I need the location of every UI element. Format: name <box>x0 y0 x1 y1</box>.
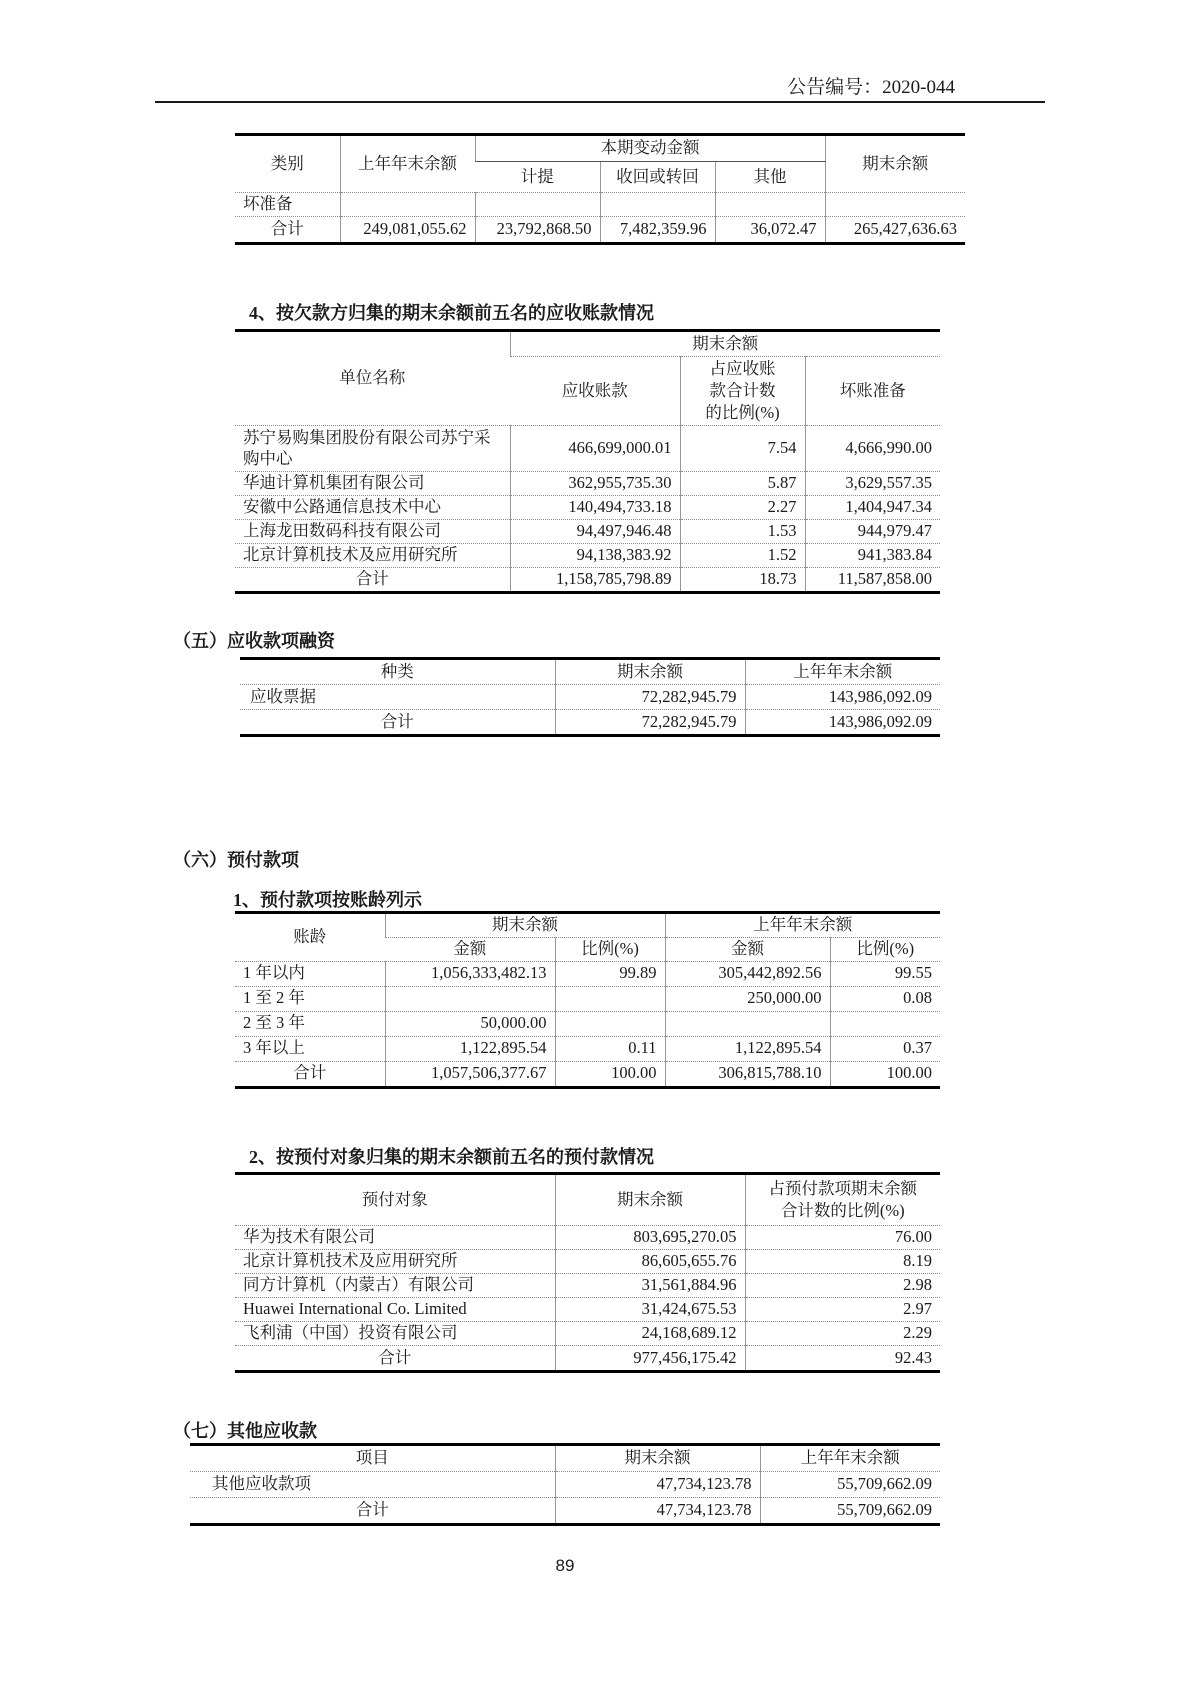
unit-name-cell: 安徽中公路通信息技术中心 <box>235 496 510 520</box>
table-row <box>235 1011 940 1036</box>
provision-cell: 1,404,947.34 <box>805 496 940 520</box>
prepayments-aging-table <box>235 911 940 1089</box>
amount-cell: 50,000.00 <box>385 1011 555 1036</box>
accrual-header-cell: 计提 <box>475 162 600 193</box>
ratio-cell: 1.53 <box>680 520 805 544</box>
table-row <box>235 472 940 496</box>
other-receivables-table <box>190 1443 940 1526</box>
aging-cell: 2 至 3 年 <box>235 1011 385 1036</box>
amount-header-cell: 金额 <box>665 937 830 961</box>
amount-cell: 265,427,636.63 <box>825 216 965 243</box>
table-total-row <box>235 568 940 593</box>
ratio-cell: 100.00 <box>830 1061 940 1087</box>
table-row <box>235 1298 940 1322</box>
amount-cell: 1,057,506,377.67 <box>385 1061 555 1087</box>
table-row <box>235 961 940 986</box>
category-cell: 坏准备 <box>235 193 340 217</box>
unit-name-cell: 北京计算机技术及应用研究所 <box>235 1250 555 1274</box>
ending-balance-header-cell: 期末余额 <box>555 1445 760 1472</box>
amount-cell: 55,709,662.09 <box>760 1498 940 1525</box>
recover-header-cell: 收回或转回 <box>600 162 715 193</box>
ratio-cell: 7.54 <box>680 426 805 472</box>
table-total-row <box>240 710 940 736</box>
item-cell: 其他应收款项 <box>190 1472 555 1498</box>
amount-cell: 72,282,945.79 <box>555 685 745 710</box>
table-header-row <box>240 659 940 685</box>
receivables-financing-table <box>240 657 940 737</box>
amount-cell: 94,497,946.48 <box>510 520 680 544</box>
announcement-number: 公告编号：2020-044 <box>787 77 955 98</box>
provision-cell: 11,587,858.00 <box>805 568 940 593</box>
table-total-row <box>235 216 965 243</box>
amount-cell: 23,792,868.50 <box>475 216 600 243</box>
ratio-header-cell: 占预付款项期末余额 合计数的比例(%) <box>745 1174 940 1226</box>
unit-name-cell: 飞利浦（中国）投资有限公司 <box>235 1322 555 1346</box>
unit-name-cell: 华迪计算机集团有限公司 <box>235 472 510 496</box>
amount-cell: 249,081,055.62 <box>340 216 475 243</box>
category-header-cell: 类别 <box>235 135 340 193</box>
amount-cell <box>600 193 715 217</box>
amount-cell: 86,605,655.76 <box>555 1250 745 1274</box>
prev-year-balance-header-cell: 上年年末余额 <box>340 135 475 193</box>
amount-cell: 36,072.47 <box>715 216 825 243</box>
amount-cell: 24,168,689.12 <box>555 1322 745 1346</box>
aging-cell: 1 年以内 <box>235 961 385 986</box>
amount-cell: 47,734,123.78 <box>555 1498 760 1525</box>
amount-cell: 362,955,735.30 <box>510 472 680 496</box>
amount-cell: 803,695,270.05 <box>555 1226 745 1250</box>
bad-debt-provision-table <box>235 133 965 245</box>
ending-balance-header-cell: 期末余额 <box>510 331 940 357</box>
table-row <box>235 426 940 472</box>
unit-name-cell: 苏宁易购集团股份有限公司苏宁采购中心 <box>235 426 510 472</box>
unit-name-cell: 同方计算机（内蒙古）有限公司 <box>235 1274 555 1298</box>
total-label-cell: 合计 <box>355 569 389 589</box>
unit-name-cell: 华为技术有限公司 <box>235 1226 555 1250</box>
table-row <box>235 193 965 217</box>
table-header-row <box>235 331 940 357</box>
amount-cell: 1,056,333,482.13 <box>385 961 555 986</box>
header-divider <box>155 101 1045 103</box>
ratio-cell: 0.11 <box>555 1036 665 1061</box>
section5-title: （五）应收款项融资 <box>173 631 335 651</box>
prepay-target-header-cell: 预付对象 <box>235 1174 555 1226</box>
amount-cell: 140,494,733.18 <box>510 496 680 520</box>
table-row <box>235 544 940 568</box>
kind-cell: 应收票据 <box>240 685 555 710</box>
unit-name-cell: Huawei International Co. Limited <box>235 1298 555 1322</box>
amount-cell: 466,699,000.01 <box>510 426 680 472</box>
total-label-cell: 合计 <box>355 1500 389 1520</box>
total-label-cell: 合计 <box>378 1347 412 1367</box>
ending-balance-header-cell: 期末余额 <box>555 659 745 685</box>
provision-cell: 944,979.47 <box>805 520 940 544</box>
kind-header-cell: 种类 <box>240 659 555 685</box>
amount-cell: 305,442,892.56 <box>665 961 830 986</box>
amount-cell: 31,561,884.96 <box>555 1274 745 1298</box>
unit-name-cell: 北京计算机技术及应用研究所 <box>235 544 510 568</box>
amount-cell <box>340 193 475 217</box>
table-row <box>235 1226 940 1250</box>
current-change-header-cell: 本期变动金额 <box>475 135 825 162</box>
table-row <box>235 1322 940 1346</box>
amount-cell: 55,709,662.09 <box>760 1472 940 1498</box>
ending-balance-header-cell: 期末余额 <box>825 135 965 193</box>
ratio-cell: 5.87 <box>680 472 805 496</box>
ratio-cell <box>555 986 665 1011</box>
ending-balance-header-cell: 期末余额 <box>385 913 665 938</box>
table-total-row <box>235 1346 940 1372</box>
table-row <box>235 986 940 1011</box>
ratio-header-cell: 比例(%) <box>555 937 665 961</box>
ratio-cell: 99.55 <box>830 961 940 986</box>
total-label-cell: 合计 <box>380 711 414 731</box>
prev-year-balance-header-cell: 上年年末余额 <box>665 913 940 938</box>
table-row <box>235 1274 940 1298</box>
ratio-cell: 0.08 <box>830 986 940 1011</box>
ratio-cell: 18.73 <box>680 568 805 593</box>
ratio-cell: 2.29 <box>745 1322 940 1346</box>
page-number: 89 <box>555 1556 575 1575</box>
aging-cell: 3 年以上 <box>235 1036 385 1061</box>
unit-name-header-cell: 单位名称 <box>235 331 510 426</box>
table-row <box>235 1036 940 1061</box>
table-row <box>235 1250 940 1274</box>
section6-title: （六）预付款项 <box>173 850 299 870</box>
amount-cell: 31,424,675.53 <box>555 1298 745 1322</box>
amount-cell <box>665 1011 830 1036</box>
table-row <box>235 520 940 544</box>
ratio-header-cell: 比例(%) <box>830 937 940 961</box>
table-header-row <box>235 913 940 938</box>
section6-sub2-title: 2、按预付对象归集的期末余额前五名的预付款情况 <box>249 1147 654 1167</box>
total-label-cell: 合计 <box>293 1063 327 1083</box>
section4-title: 4、按欠款方归集的期末余额前五名的应收账款情况 <box>249 303 654 323</box>
table-row <box>235 496 940 520</box>
table-header-row <box>190 1445 940 1472</box>
ratio-cell: 0.37 <box>830 1036 940 1061</box>
section7-title: （七）其他应收款 <box>173 1421 317 1441</box>
provision-cell: 941,383.84 <box>805 544 940 568</box>
ratio-cell: 2.97 <box>745 1298 940 1322</box>
provision-cell: 3,629,557.35 <box>805 472 940 496</box>
accounts-receivable-header-cell: 应收账款 <box>510 357 680 426</box>
ending-balance-header-cell: 期末余额 <box>555 1174 745 1226</box>
amount-cell: 250,000.00 <box>665 986 830 1011</box>
ratio-cell: 76.00 <box>745 1226 940 1250</box>
amount-cell: 306,815,788.10 <box>665 1061 830 1087</box>
aging-header-cell: 账龄 <box>235 913 385 962</box>
amount-header-cell: 金额 <box>385 937 555 961</box>
amount-cell: 1,122,895.54 <box>665 1036 830 1061</box>
top5-receivables-table <box>235 329 940 594</box>
prev-year-balance-header-cell: 上年年末余额 <box>760 1445 940 1472</box>
ratio-cell: 2.27 <box>680 496 805 520</box>
ratio-cell <box>830 1011 940 1036</box>
amount-cell: 94,138,383.92 <box>510 544 680 568</box>
table-header-row <box>235 1174 940 1226</box>
prev-year-balance-header-cell: 上年年末余额 <box>745 659 940 685</box>
table-row <box>240 685 940 710</box>
bad-debt-provision-header-cell: 坏账准备 <box>805 357 940 426</box>
table-total-row <box>235 1061 940 1087</box>
amount-cell: 1,122,895.54 <box>385 1036 555 1061</box>
amount-cell: 143,986,092.09 <box>745 685 940 710</box>
table-header-row <box>235 135 965 162</box>
ratio-cell: 99.89 <box>555 961 665 986</box>
ratio-cell: 2.98 <box>745 1274 940 1298</box>
unit-name-cell: 上海龙田数码科技有限公司 <box>235 520 510 544</box>
amount-cell <box>385 986 555 1011</box>
amount-cell: 72,282,945.79 <box>555 710 745 736</box>
section6-sub1-title: 1、预付款项按账龄列示 <box>233 890 422 910</box>
ratio-cell: 92.43 <box>745 1346 940 1372</box>
amount-cell <box>475 193 600 217</box>
amount-cell: 47,734,123.78 <box>555 1472 760 1498</box>
amount-cell: 977,456,175.42 <box>555 1346 745 1372</box>
total-label-cell: 合计 <box>270 218 304 238</box>
amount-cell <box>825 193 965 217</box>
amount-cell: 7,482,359.96 <box>600 216 715 243</box>
table-total-row <box>190 1498 940 1525</box>
amount-cell: 1,158,785,798.89 <box>510 568 680 593</box>
ratio-header-cell: 占应收账 款合计数 的比例(%) <box>680 357 805 426</box>
amount-cell: 143,986,092.09 <box>745 710 940 736</box>
provision-cell: 4,666,990.00 <box>805 426 940 472</box>
item-header-cell: 项目 <box>190 1445 555 1472</box>
ratio-cell: 100.00 <box>555 1061 665 1087</box>
aging-cell: 1 至 2 年 <box>235 986 385 1011</box>
table-row <box>190 1472 940 1498</box>
ratio-cell: 8.19 <box>745 1250 940 1274</box>
ratio-cell <box>555 1011 665 1036</box>
other-header-cell: 其他 <box>715 162 825 193</box>
ratio-cell: 1.52 <box>680 544 805 568</box>
top5-prepayments-table <box>235 1172 940 1373</box>
amount-cell <box>715 193 825 217</box>
